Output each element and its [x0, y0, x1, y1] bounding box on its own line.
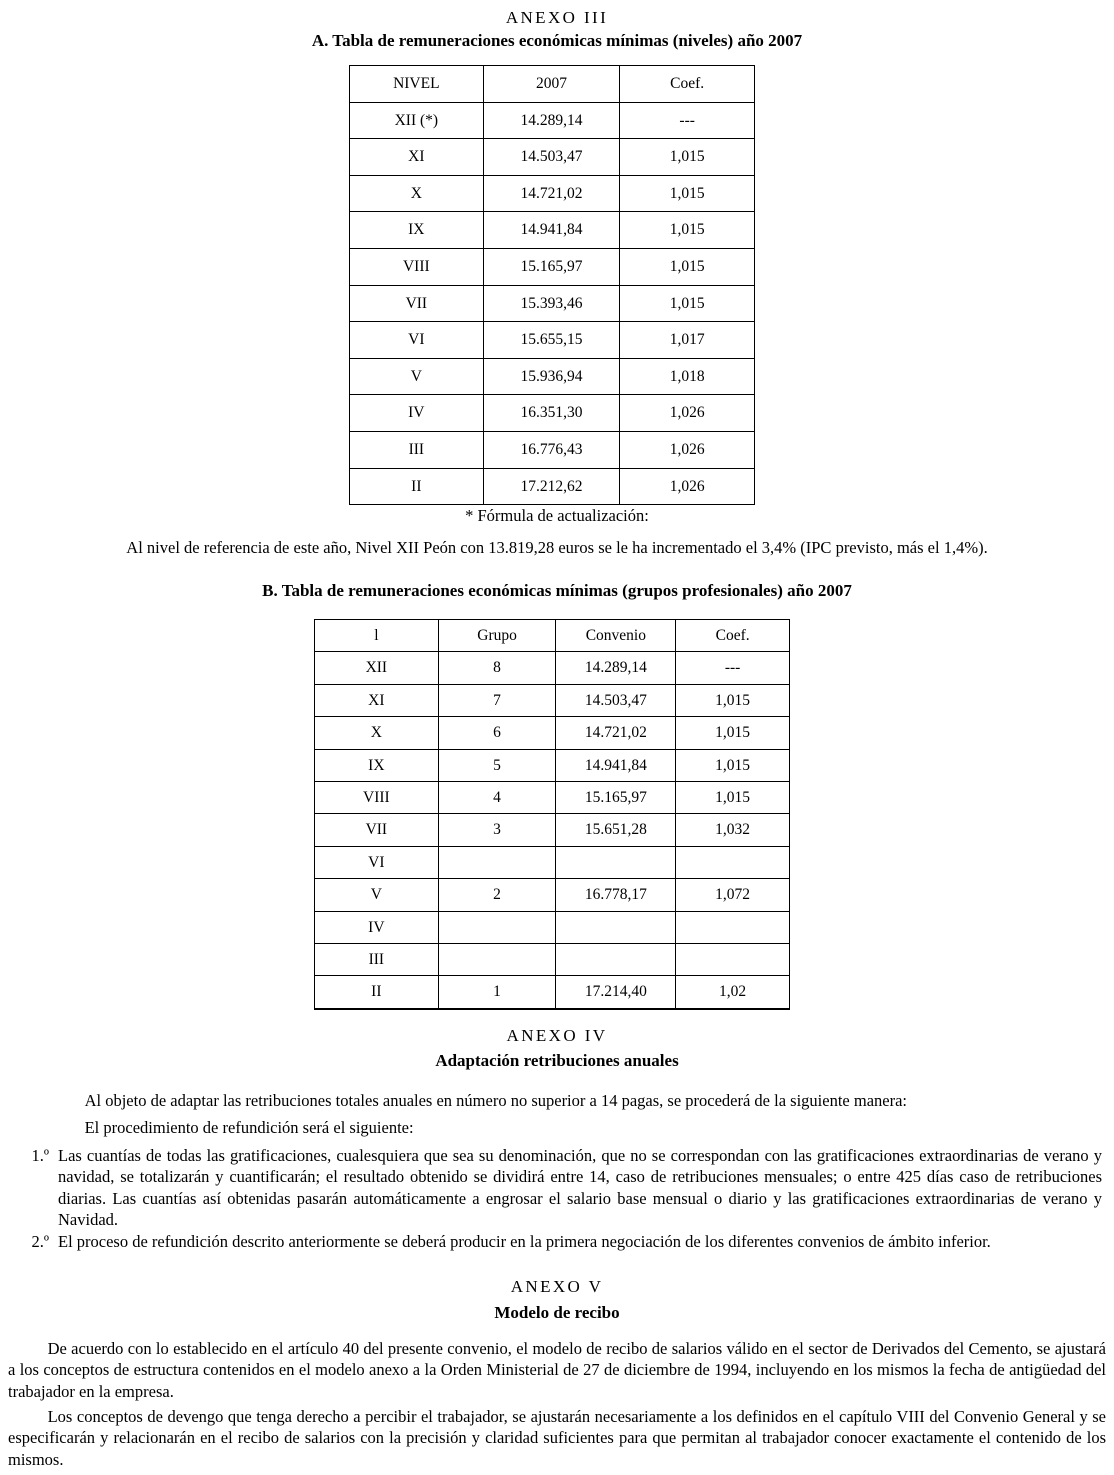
list-item — [12, 1145, 1102, 1231]
table-cell: 1,026 — [620, 395, 755, 432]
table-cell — [676, 846, 790, 878]
table-cell: IX — [315, 749, 439, 781]
table-cell: 15.936,94 — [483, 358, 620, 395]
table-cell: 14.289,14 — [483, 102, 620, 139]
anexo4-list-block — [12, 1145, 1102, 1252]
table-row — [315, 879, 790, 911]
table-cell: III — [350, 431, 484, 468]
anexo4-para2-block — [45, 1117, 1069, 1138]
table-cell: 14.941,84 — [483, 212, 620, 249]
table-row — [315, 749, 790, 781]
table-cell: 14.503,47 — [556, 684, 676, 716]
formula-note-block — [0, 505, 1114, 526]
table-cell: 2 — [438, 879, 556, 911]
table-cell: 15.651,28 — [556, 814, 676, 846]
refundicion-steps-list — [12, 1145, 1102, 1252]
table-row — [350, 358, 755, 395]
table-row — [350, 248, 755, 285]
anexo5-para2-block — [8, 1406, 1106, 1470]
column-header: Coef. — [676, 620, 790, 652]
table-cell — [556, 911, 676, 943]
table-cell: X — [350, 175, 484, 212]
table-cell: 15.655,15 — [483, 322, 620, 359]
table-cell: 1,026 — [620, 468, 755, 505]
anexo5-para1-block — [8, 1338, 1106, 1402]
table-cell: VI — [350, 322, 484, 359]
table-cell: 14.721,02 — [556, 717, 676, 749]
column-header: l — [315, 620, 439, 652]
table-cell: 1,032 — [676, 814, 790, 846]
table-cell: 14.721,02 — [483, 175, 620, 212]
anexo5-subtitle: Modelo de recibo — [494, 1303, 620, 1322]
table-cell: X — [315, 717, 439, 749]
table-cell: VIII — [315, 782, 439, 814]
table-cell: 1,026 — [620, 431, 755, 468]
anexo4-title: ANEXO IV — [506, 1026, 608, 1045]
table-cell — [438, 944, 556, 976]
table-header-row — [350, 66, 755, 103]
anexo4-heading-block — [0, 1026, 1114, 1046]
table-cell: 3 — [438, 814, 556, 846]
list-item-marker: 2.º — [31, 1231, 49, 1251]
anexo4-paragraph-2: El procedimiento de refundición será el siguiente: — [84, 1118, 414, 1137]
anexo4-subheading-block — [0, 1051, 1114, 1071]
list-item — [12, 1231, 1102, 1252]
table-cell: XI — [350, 139, 484, 176]
table-row — [350, 139, 755, 176]
table-cell: 15.165,97 — [556, 782, 676, 814]
table-cell: V — [315, 879, 439, 911]
anexo3-subheading-b-block — [0, 581, 1114, 601]
table-cell: 15.165,97 — [483, 248, 620, 285]
remuneraciones-niveles-table — [349, 65, 755, 505]
anexo5-subheading-block — [0, 1303, 1114, 1323]
table-cell: 1,015 — [620, 248, 755, 285]
formula-note: * Fórmula de actualización: — [465, 506, 649, 525]
table-cell: VIII — [350, 248, 484, 285]
table-cell: II — [315, 976, 439, 1009]
table-row — [350, 322, 755, 359]
table-a-title: A. Tabla de remuneraciones económicas mínimas (niveles) año 2007 — [311, 31, 803, 50]
table-cell: 14.289,14 — [556, 652, 676, 684]
column-header: Convenio — [556, 620, 676, 652]
table-cell — [676, 944, 790, 976]
table-cell: XII (*) — [350, 102, 484, 139]
table-cell: 5 — [438, 749, 556, 781]
table-cell: IV — [315, 911, 439, 943]
table-cell: 1,015 — [676, 749, 790, 781]
table-row — [315, 782, 790, 814]
table-cell: III — [315, 944, 439, 976]
table-cell — [556, 944, 676, 976]
column-header: NIVEL — [350, 66, 484, 103]
table-cell: 8 — [438, 652, 556, 684]
anexo5-title: ANEXO V — [510, 1277, 604, 1296]
table-cell: 1,015 — [676, 717, 790, 749]
table-cell: VII — [350, 285, 484, 322]
table-cell: 1,015 — [676, 782, 790, 814]
table-cell: --- — [620, 102, 755, 139]
table-cell: VI — [315, 846, 439, 878]
table-cell: --- — [676, 652, 790, 684]
table-cell: 7 — [438, 684, 556, 716]
table-row — [350, 102, 755, 139]
table-cell: 1,015 — [620, 175, 755, 212]
table-row — [315, 944, 790, 976]
table-cell — [438, 911, 556, 943]
table-cell: 1,015 — [620, 212, 755, 249]
table-cell: 1,015 — [620, 285, 755, 322]
list-item-text: Las cuantías de todas las gratificaciones, cualesquiera que sea su denominación, que no se correspondan con las gratificaciones extraordinarias de verano y navidad, se totalizarán y cuantificarán; el resultado obtenido se dividirá entre 14, caso de retribuciones mensuales; o entre 425 días caso de retribuciones diarias. Las cuantías así obtenidas pasarán automáticamente a engrosar el salario base mensual o diario y las gratificaciones extraordinarias de verano y Navidad. — [58, 1146, 1102, 1230]
table-cell: 1 — [438, 976, 556, 1009]
column-header: Coef. — [620, 66, 755, 103]
table-row — [350, 468, 755, 505]
anexo3-subheading-a-block — [0, 31, 1114, 51]
table-cell — [438, 846, 556, 878]
anexo4-subtitle: Adaptación retribuciones anuales — [435, 1051, 679, 1070]
table-b-title: B. Tabla de remuneraciones económicas mínimas (grupos profesionales) año 2007 — [262, 581, 852, 600]
table-cell: 1,015 — [676, 684, 790, 716]
table-row — [350, 395, 755, 432]
table-cell: 1,017 — [620, 322, 755, 359]
list-item-marker: 1.º — [31, 1146, 49, 1165]
table-cell: XII — [315, 652, 439, 684]
anexo4-para1-block — [45, 1090, 1069, 1111]
table-header-row — [315, 620, 790, 652]
table-a-container — [349, 65, 755, 505]
reference-note: Al nivel de referencia de este año, Nivel XII Peón con 13.819,28 euros se le ha incrementado el 3,4% (IPC previsto, más el 1,4%). — [126, 538, 988, 557]
table-row — [350, 175, 755, 212]
table-cell: 17.212,62 — [483, 468, 620, 505]
table-row — [350, 212, 755, 249]
table-cell: II — [350, 468, 484, 505]
column-header: 2007 — [483, 66, 620, 103]
remuneraciones-grupos-table — [314, 619, 790, 1010]
table-row — [350, 285, 755, 322]
table-cell: 1,018 — [620, 358, 755, 395]
anexo5-paragraph-1: De acuerdo con lo establecido en el artículo 40 del presente convenio, el modelo de recibo de salarios válido en el sector de Derivados del Cemento, se ajustará a los conceptos de estructura contenidos en el modelo anexo a la Orden Ministerial de 27 de diciembre de 1994, incluyendo en los mismos la fecha de antigüedad del trabajador en la empresa. — [8, 1339, 1106, 1401]
anexo4-paragraph-1: Al objeto de adaptar las retribuciones totales anuales en número no superior a 14 pagas, se procederá de la siguiente manera: — [84, 1091, 907, 1110]
table-cell: IV — [350, 395, 484, 432]
table-cell: V — [350, 358, 484, 395]
table-cell: 16.776,43 — [483, 431, 620, 468]
list-item-text: El proceso de refundición descrito anteriormente se deberá producir en la primera negociación de los diferentes convenios de ámbito inferior. — [58, 1231, 991, 1251]
table-row — [315, 814, 790, 846]
table-cell: XI — [315, 684, 439, 716]
column-header: Grupo — [438, 620, 556, 652]
table-cell — [676, 911, 790, 943]
table-row — [315, 717, 790, 749]
table-cell: 16.351,30 — [483, 395, 620, 432]
anexo3-title: ANEXO III — [505, 8, 609, 27]
table-row — [315, 846, 790, 878]
table-cell: 1,015 — [620, 139, 755, 176]
table-cell: 17.214,40 — [556, 976, 676, 1009]
table-row — [315, 684, 790, 716]
anexo5-paragraph-2: Los conceptos de devengo que tenga derecho a percibir el trabajador, se ajustarán necesariamente a los definidos en el capítulo VIII del Convenio General y se especificarán y relacionarán en el recibo de salarios con la precisión y claridad suficientes para que permitan al trabajador conocer exactamente el contenido de los mismos. — [8, 1407, 1106, 1469]
table-cell — [556, 846, 676, 878]
table-cell: 4 — [438, 782, 556, 814]
table-row — [315, 976, 790, 1009]
anexo5-heading-block — [0, 1277, 1114, 1297]
table-cell: IX — [350, 212, 484, 249]
reference-note-block — [0, 537, 1114, 558]
table-cell: 1,02 — [676, 976, 790, 1009]
table-row — [315, 911, 790, 943]
table-cell: 14.503,47 — [483, 139, 620, 176]
table-cell: 1,072 — [676, 879, 790, 911]
anexo3-heading-block — [0, 8, 1114, 28]
table-cell: 15.393,46 — [483, 285, 620, 322]
table-cell: 14.941,84 — [556, 749, 676, 781]
table-row — [350, 431, 755, 468]
table-row — [315, 652, 790, 684]
table-cell: VII — [315, 814, 439, 846]
table-b-container — [314, 619, 790, 1010]
table-cell: 16.778,17 — [556, 879, 676, 911]
table-cell: 6 — [438, 717, 556, 749]
